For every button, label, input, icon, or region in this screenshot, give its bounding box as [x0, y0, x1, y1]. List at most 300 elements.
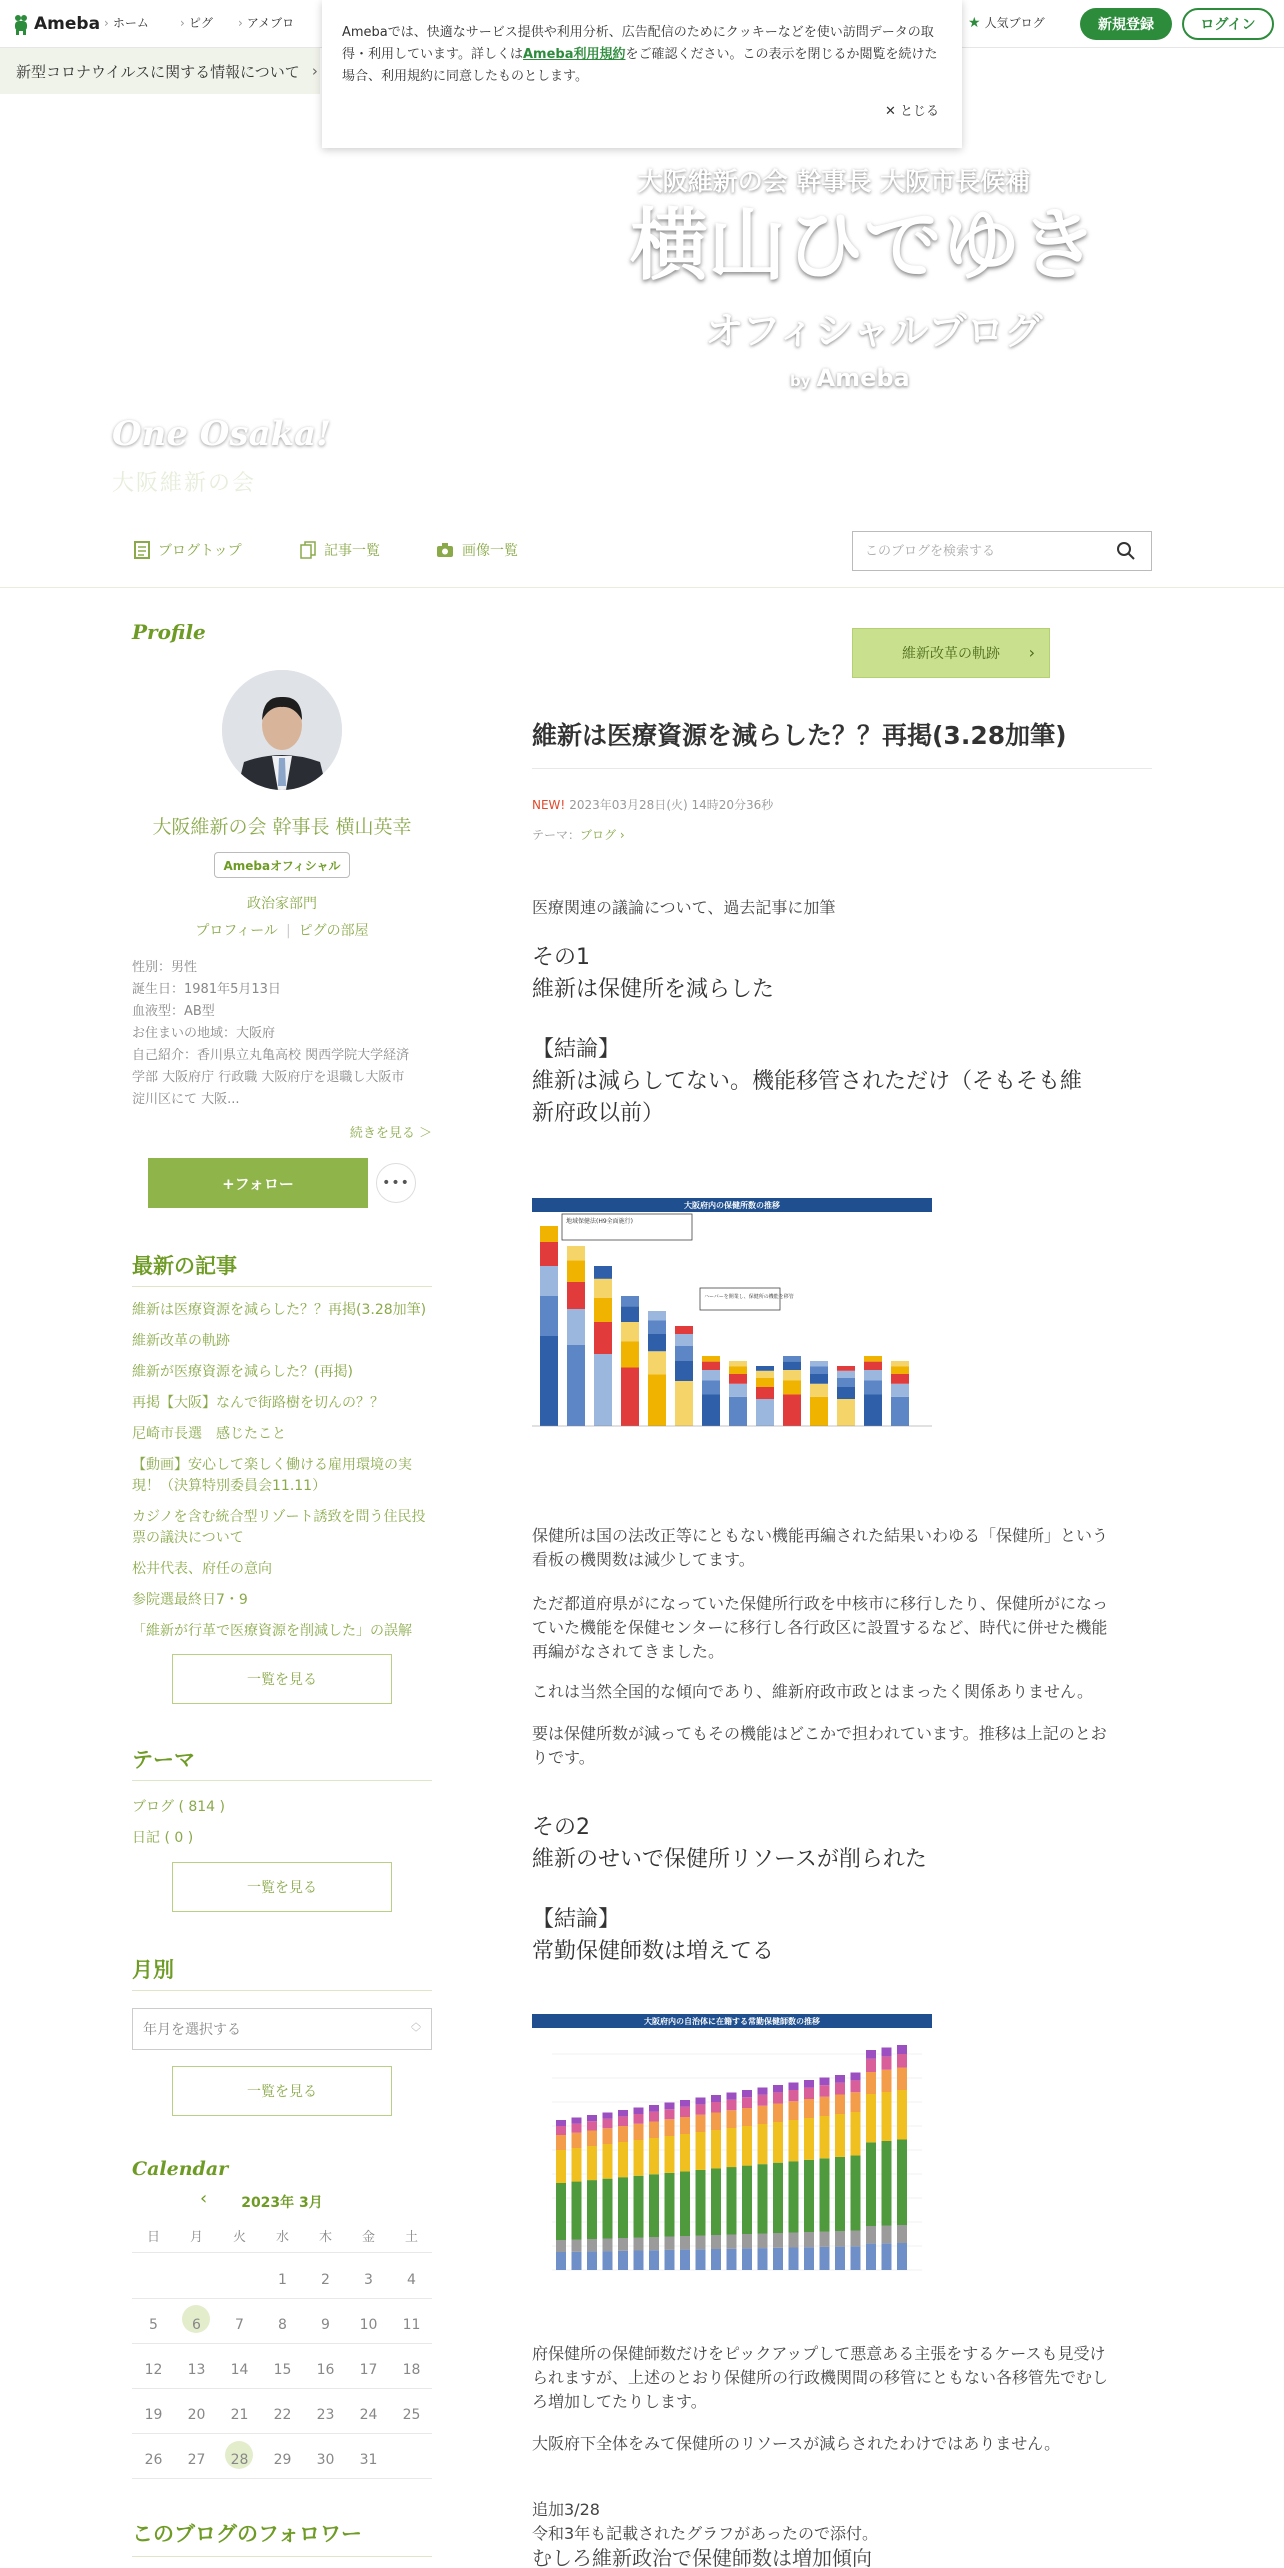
calendar-weekday: 月	[189, 2230, 203, 2245]
paragraph-line: むしろ維新政治で保健師数は増加傾向	[532, 2546, 872, 2568]
recent-post-title: 【動画】安心して楽しく働ける雇用環境の実	[132, 1457, 412, 1473]
chart-bar-segment	[835, 2247, 845, 2270]
chart-bar-segment	[866, 2094, 876, 2142]
paragraph-line: 令和3年も記載されたグラフがあったので添付。	[532, 2524, 879, 2543]
chart-bar-segment	[680, 2100, 690, 2107]
header-by-brand: Ameba	[816, 364, 910, 392]
calendar-day[interactable]: 28	[230, 2452, 249, 2468]
calendar-weekday: 火	[232, 2230, 246, 2245]
search-icon[interactable]	[1116, 541, 1136, 561]
conclusion-label: 【結論】	[532, 1037, 621, 1062]
chart-bar-segment	[649, 2237, 659, 2250]
paragraph-line: ろ増加してたりします。	[532, 2392, 707, 2411]
theme-item-diary[interactable]: 日記 ( 0 )	[132, 1830, 194, 1846]
calendar-day[interactable]: 17	[359, 2362, 378, 2378]
article-theme-label: テーマ：	[532, 828, 581, 842]
chart-bar-segment	[711, 2095, 721, 2102]
calendar-day[interactable]: 12	[144, 2362, 163, 2378]
chart-bar-segment	[702, 1356, 720, 1362]
chart-bar-segment	[810, 1366, 828, 1374]
chart-bar-segment	[773, 2233, 783, 2248]
chevron-left-icon: ‹	[200, 2188, 208, 2209]
calendar-day[interactable]: 14	[230, 2362, 249, 2378]
calendar-weekday: 土	[404, 2230, 418, 2245]
chart-bar-segment	[864, 1381, 882, 1395]
chart-bar-segment	[680, 2171, 690, 2236]
chart-bar-segment	[567, 1345, 585, 1426]
calendar-day[interactable]: 1	[278, 2272, 287, 2288]
corona-info-banner[interactable]	[0, 48, 320, 94]
chart-bar-segment	[882, 2141, 892, 2226]
topnav-ameblo[interactable]	[238, 14, 294, 31]
chart-bar-segment	[680, 2236, 690, 2250]
profile-intro-line: 学部 大阪府庁 行政職 大阪府庁を退職し大阪市	[132, 1070, 405, 1085]
paragraph-line: ただ都道府県がになっていた保健所行政を中核市に移行したり、保健所がになっ	[532, 1594, 1109, 1613]
chart-bar-segment	[773, 2122, 783, 2163]
chart-bar-segment	[727, 2249, 737, 2270]
public-health-nurse-chart	[532, 2014, 932, 2294]
chart-bar-segment	[897, 2140, 907, 2226]
paragraph-line: ていた機能を保健センターに移行し各行政区に設置するなど、時代に併せた機能	[532, 1618, 1108, 1637]
chart-bar-segment	[837, 1378, 855, 1387]
chart-bar-segment	[711, 2249, 721, 2270]
paragraph-line: 要は保健所数が減ってもその機能はどこかで担われています。推移は上記のとお	[532, 1724, 1107, 1743]
chart-bar-segment	[758, 2106, 768, 2124]
select-arrows-icon: ︿ ﹀	[411, 2018, 421, 2039]
chart-bar-segment	[756, 1399, 774, 1426]
chart-bar-segment	[742, 2234, 752, 2248]
chart-bar-segment	[587, 2180, 597, 2239]
paragraph-line: 保健所は国の法改正等にともない機能再編された結果いわゆる「保健所」という	[532, 1526, 1109, 1545]
chart-bar-segment	[648, 1334, 666, 1351]
chart-bar-segment	[618, 2177, 628, 2238]
chevron-right-icon: ›	[180, 15, 185, 30]
chart-bar-segment	[727, 2100, 737, 2111]
chart-bar-segment	[820, 2116, 830, 2158]
calendar-day[interactable]: 5	[149, 2317, 158, 2333]
recent-post-link[interactable]	[132, 1507, 432, 1549]
chart-bar-segment	[783, 1395, 801, 1427]
chart-bar-segment	[680, 2107, 690, 2117]
chart-bar-segment	[587, 2131, 597, 2147]
profile-birthday: 誕生日：1981年5月13日	[132, 982, 281, 997]
chart-bar-segment	[882, 2056, 892, 2069]
corona-info-label: 新型コロナウイルスに関する情報について	[16, 62, 300, 81]
calendar-day[interactable]: 21	[230, 2407, 249, 2423]
chart-bar-segment	[621, 1322, 639, 1342]
recent-post-link[interactable]	[132, 1393, 432, 1414]
chart-bar-segment	[587, 2239, 597, 2251]
chart-bar-segment	[756, 1378, 774, 1387]
chart-bar-segment	[804, 2232, 814, 2247]
chevron-right-icon: ›	[616, 828, 625, 842]
calendar-day[interactable]: 20	[187, 2407, 206, 2423]
chart-bar-segment	[556, 2183, 566, 2240]
calendar-day[interactable]: 29	[273, 2452, 292, 2468]
chart-bar-segment	[711, 2102, 721, 2113]
chart-bar-segment	[675, 1326, 693, 1334]
calendar-day[interactable]: 24	[359, 2407, 378, 2423]
chart-bar-segment	[882, 2092, 892, 2141]
recent-post-link[interactable]	[132, 1455, 432, 1497]
chart-bar-segment	[820, 2078, 830, 2086]
chart-bar-segment	[702, 1381, 720, 1395]
pigg-room-link[interactable]: ピグの部屋	[298, 923, 369, 939]
divider: |	[285, 923, 291, 939]
chart-bar-segment	[789, 2101, 799, 2120]
chart-bar-segment	[789, 2120, 799, 2161]
chart-bar-segment	[742, 2108, 752, 2126]
chart-bar-segment	[864, 1370, 882, 1381]
chart-bar-segment	[773, 2092, 783, 2103]
calendar-day[interactable]: 30	[316, 2452, 335, 2468]
header-blog-label: オフィシャルブログ	[705, 309, 1043, 353]
topnav-pigg[interactable]	[180, 14, 213, 31]
official-badge: Amebaオフィシャル	[214, 852, 350, 878]
chart-bar-segment	[773, 2085, 783, 2092]
chart-bar-segment	[603, 2144, 613, 2179]
chart-bar-segment	[882, 2243, 892, 2270]
profile-area: お住まいの地域：大阪府	[132, 1026, 276, 1041]
calendar-day[interactable]: 26	[144, 2452, 163, 2468]
chart-bar-segment	[572, 2133, 582, 2148]
chart-bar-segment	[773, 2104, 783, 2123]
chart-title: 大阪府内の自治体に在籍する常勤保健師数の推移	[644, 2017, 820, 2026]
popular-blog-link[interactable]	[968, 14, 1045, 31]
chart-bar-segment	[837, 1366, 855, 1371]
chart-bar-segment	[594, 1298, 612, 1322]
month-select-placeholder: 年月を選択する	[143, 2022, 241, 2038]
calendar-day[interactable]: 9	[321, 2317, 330, 2333]
recent-post-title: カジノを含む統合型リゾート誘致を問う住民投	[132, 1509, 426, 1525]
nav-image-list-label: 画像一覧	[462, 543, 518, 559]
health-center-chart-image[interactable]	[532, 1198, 932, 1456]
chart-bar-segment	[665, 2237, 675, 2250]
terms-link[interactable]: Ameba利用規約	[522, 47, 626, 62]
theme-item-blog[interactable]: ブログ ( 814 )	[132, 1799, 225, 1815]
chart-bar-segment	[634, 2238, 644, 2251]
section-heading: その1	[532, 945, 590, 970]
chart-bar-segment	[621, 1296, 639, 1306]
ameba-logo[interactable]	[12, 12, 100, 36]
chart-bar-segment	[729, 1374, 747, 1384]
paragraph-line: 大阪府下全体をみて保健所のリソースが減らされたわけではありません。	[532, 2434, 1061, 2453]
chart-bar-segment	[540, 1226, 558, 1242]
chart-bar-segment	[773, 2163, 783, 2233]
nav-blog-top[interactable]	[134, 540, 242, 560]
chart-bar-segment	[587, 2115, 597, 2121]
chart-bar-segment	[891, 1366, 909, 1374]
chart-bar-segment	[810, 1384, 828, 1397]
chart-note: ハーバーを開業し、保健所の機能を移管	[704, 1294, 794, 1300]
chart-bar-segment	[729, 1361, 747, 1366]
chart-bar-segment	[835, 2157, 845, 2231]
chart-bar-segment	[603, 2128, 613, 2144]
calendar-day[interactable]: 13	[187, 2362, 206, 2378]
profile-name[interactable]: 大阪維新の会 幹事長 横山英幸	[152, 816, 412, 838]
calendar-day[interactable]: 25	[402, 2407, 421, 2423]
paragraph-line: 再編がなされてきました。	[532, 1642, 725, 1661]
calendar-day[interactable]: 8	[278, 2317, 287, 2333]
chart-bar-segment	[783, 1381, 801, 1395]
divider	[132, 2343, 432, 2344]
chart-bar-segment	[851, 2073, 861, 2081]
chart-bar-segment	[804, 2088, 814, 2099]
chevron-right-icon: ›	[104, 15, 109, 30]
chart-bar-segment	[603, 2239, 613, 2252]
chart-bar-segment	[866, 2050, 876, 2059]
chart-bar-segment	[567, 1309, 585, 1345]
chart-bar-segment	[634, 2124, 644, 2140]
chart-bar-segment	[621, 1342, 639, 1368]
login-button[interactable]: ログイン	[1182, 8, 1274, 40]
chart-bar-segment	[567, 1246, 585, 1260]
ameba-mark-icon	[12, 13, 30, 35]
calendar-day[interactable]: 6	[192, 2317, 201, 2333]
calendar-day[interactable]: 3	[364, 2272, 373, 2288]
chart-bar-segment	[702, 1370, 720, 1381]
recent-post-title: 維新は医療資源を減らした？？再掲(3.28加筆)	[132, 1302, 427, 1318]
divider	[132, 1780, 432, 1781]
chart-bar-segment	[727, 2093, 737, 2100]
category-link[interactable]: 政治家部門	[247, 896, 317, 912]
calendar-day[interactable]: 10	[359, 2317, 378, 2333]
one-osaka-logo: One Osaka!	[112, 414, 332, 454]
chart-bar-segment	[866, 2142, 876, 2226]
recent-post-link[interactable]	[132, 1559, 432, 1580]
calendar-day[interactable]: 22	[273, 2407, 292, 2423]
chart-bar-segment	[837, 1371, 855, 1378]
recent-post-title: 維新が医療資源を減らした？(再掲)	[132, 1364, 353, 1380]
article-intro: 医療関連の議論について、過去記事に加筆	[532, 898, 836, 917]
calendar-day[interactable]: 18	[402, 2362, 421, 2378]
chart-bar-segment	[572, 2252, 582, 2270]
month-select[interactable]	[132, 2008, 432, 2050]
chart-bar-segment	[756, 1387, 774, 1399]
calendar-day[interactable]: 15	[273, 2362, 292, 2378]
chart-bar-segment	[649, 2250, 659, 2270]
nav-image-list[interactable]	[436, 540, 518, 560]
chart-bar-segment	[820, 2247, 830, 2270]
chart-bar-segment	[696, 2236, 706, 2250]
recent-post-link[interactable]	[132, 1621, 432, 1642]
recent-post-title: 維新改革の軌跡	[132, 1333, 230, 1349]
chart-bar-segment	[758, 2164, 768, 2233]
public-health-nurse-chart-image[interactable]	[532, 2014, 932, 2294]
chart-bar-segment	[882, 2048, 892, 2057]
calendar-day[interactable]: 7	[235, 2317, 244, 2333]
profile-intro-line: 自己紹介：香川県立丸亀高校 関西学院大学経済	[132, 1048, 410, 1063]
chart-bar-segment	[572, 2148, 582, 2182]
ishin-logo-subtext: 大阪維新の会	[112, 471, 257, 496]
chart-bar-segment	[773, 2248, 783, 2270]
chart-bar-segment	[804, 2099, 814, 2118]
chart-bar-segment	[572, 2124, 582, 2133]
profile-intro-line: 淀川区にて 大阪...	[132, 1092, 240, 1107]
paragraph-line: 追加3/28	[532, 2500, 600, 2519]
chart-bar-segment	[820, 2232, 830, 2247]
chart-bar-segment	[649, 2122, 659, 2139]
chart-bar-segment	[603, 2179, 613, 2239]
chart-bar-segment	[665, 2173, 675, 2237]
topnav-home[interactable]	[104, 14, 149, 31]
read-more-link[interactable]: 続きを見る ＞	[349, 1126, 432, 1141]
chart-bar-segment	[789, 2090, 799, 2101]
chart-bar-segment	[540, 1266, 558, 1296]
header-by-ameba	[790, 364, 910, 392]
recent-post-link[interactable]	[132, 1331, 432, 1352]
chart-bar-segment	[649, 2112, 659, 2122]
chart-bar-segment	[851, 2112, 861, 2155]
chart-bar-segment	[648, 1351, 666, 1374]
chart-bar-segment	[897, 2068, 907, 2091]
chart-bar-segment	[634, 2251, 644, 2271]
paragraph-line: 看板の機関数は減少してます。	[532, 1550, 755, 1569]
chart-bar-segment	[820, 2097, 830, 2116]
chart-bar-segment	[742, 2248, 752, 2270]
chart-bar-segment	[696, 2249, 706, 2270]
chart-bar-segment	[835, 2075, 845, 2083]
chart-bar-segment	[711, 2130, 721, 2169]
calendar-weekday: 木	[318, 2230, 332, 2245]
chart-bar-segment	[864, 1362, 882, 1370]
chart-bar-segment	[702, 1395, 720, 1427]
chart-bar-segment	[729, 1397, 747, 1426]
chart-bar-segment	[851, 2231, 861, 2247]
chart-bar-segment	[851, 2155, 861, 2230]
calendar-day[interactable]: 16	[316, 2362, 335, 2378]
chart-bar-segment	[696, 2170, 706, 2236]
theme-button[interactable]	[852, 628, 1050, 678]
header-title: 横山ひでゆき	[629, 201, 1098, 291]
chart-bar-segment	[758, 2124, 768, 2164]
chart-bar-segment	[702, 1362, 720, 1370]
nav-article-list-label: 記事一覧	[324, 543, 380, 559]
divider	[132, 2298, 432, 2299]
section-heading: その2	[532, 1815, 590, 1840]
new-badge: NEW!	[532, 798, 566, 812]
chart-bar-segment	[649, 2138, 659, 2174]
chart-bar-segment	[851, 2246, 861, 2270]
blog-search-box	[852, 531, 1152, 571]
recent-post-title: 再掲【大阪】なんで街路樹を切んの？？	[132, 1395, 384, 1411]
chart-bar-segment	[587, 2251, 597, 2270]
chart-bar-segment	[851, 2080, 861, 2092]
divider	[132, 1286, 432, 1287]
calendar-day[interactable]: 4	[407, 2272, 416, 2288]
chart-bar-segment	[835, 2095, 845, 2115]
chart-bar-segment	[758, 2088, 768, 2095]
recent-post-link[interactable]	[132, 1300, 432, 1321]
chart-bar-segment	[665, 2103, 675, 2110]
chart-bar-segment	[804, 2247, 814, 2270]
chart-bar-segment	[897, 2090, 907, 2140]
chart-bar-segment	[594, 1322, 612, 1354]
section-heading: 維新のせいで保健所リソースが削られた	[532, 1847, 927, 1872]
chart-bar-segment	[634, 2176, 644, 2238]
chart-bar-segment	[675, 1381, 693, 1426]
chevron-right-icon: ›	[1028, 643, 1035, 662]
chart-bar-segment	[556, 2135, 566, 2150]
cookie-text-after: をご確認ください。この表示を閉じるか閲覧を続けた場合、利用規約に同意したものとします。	[342, 47, 938, 84]
chart-bar-segment	[804, 2080, 814, 2088]
blog-search-input[interactable]	[865, 544, 1105, 559]
chart-title: 大阪府内の保健所数の推移	[684, 1201, 780, 1210]
article-date	[532, 796, 773, 813]
chart-bar-segment	[742, 2126, 752, 2166]
register-button[interactable]: 新規登録	[1080, 8, 1172, 40]
calendar-day[interactable]: 19	[144, 2407, 163, 2423]
chart-bar-segment	[696, 2104, 706, 2114]
chart-bar-segment	[810, 1361, 828, 1366]
divider	[132, 1990, 432, 1991]
chart-bar-segment	[882, 2226, 892, 2244]
chart-bar-segment	[891, 1384, 909, 1397]
calendar-day[interactable]: 31	[359, 2452, 378, 2468]
chevron-right-icon: ›	[311, 62, 318, 80]
calendar-day[interactable]: 23	[316, 2407, 335, 2423]
close-icon: ✕	[885, 104, 896, 119]
avatar-photo	[222, 670, 342, 790]
chart-bar-segment	[727, 2110, 737, 2128]
chart-bar-segment	[810, 1374, 828, 1384]
calendar-day[interactable]: 11	[402, 2317, 421, 2333]
article-theme-link[interactable]: ブログ	[580, 828, 617, 842]
chart-bar-segment	[665, 2119, 675, 2136]
chart-bar-segment	[804, 2160, 814, 2232]
calendar-day[interactable]: 27	[187, 2452, 206, 2468]
chart-bar-segment	[837, 1399, 855, 1426]
section-heading: 維新は保健所を減らした	[532, 977, 775, 1002]
chevron-right-icon: ›	[238, 15, 243, 30]
cookie-close-button[interactable]	[885, 100, 939, 119]
recent-post-link[interactable]	[132, 1424, 432, 1445]
see-all-posts-button[interactable]: 一覧を見る	[172, 1654, 392, 1704]
article-title[interactable]: 維新は医療資源を減らした？？再掲(3.28加筆)	[532, 721, 1067, 750]
cookie-notice	[322, 0, 962, 148]
chart-bar-segment	[603, 2251, 613, 2270]
profile-link[interactable]: プロフィール	[195, 923, 278, 939]
chart-bar-segment	[648, 1374, 666, 1426]
topnav-ameblo-label: アメブロ	[246, 16, 295, 30]
chart-bar-segment	[696, 2132, 706, 2170]
recent-post-link[interactable]	[132, 1362, 432, 1383]
chart-bar-segment	[851, 2092, 861, 2112]
more-options-button[interactable]: •••	[376, 1163, 416, 1203]
chart-bar-segment	[594, 1266, 612, 1279]
recent-post-link[interactable]	[132, 1590, 432, 1611]
avatar[interactable]	[222, 670, 342, 790]
chart-bar-segment	[696, 2115, 706, 2132]
chart-bar-segment	[680, 2134, 690, 2171]
chart-bar-segment	[675, 1334, 693, 1346]
chart-bar-segment	[618, 2142, 628, 2177]
chart-bar-segment	[603, 2119, 613, 2128]
chart-bar-segment	[742, 2097, 752, 2108]
see-all-themes-button[interactable]: 一覧を見る	[172, 1862, 392, 1912]
chart-bar-segment	[837, 1387, 855, 1399]
document-icon	[134, 541, 150, 559]
see-all-monthly-button[interactable]: 一覧を見る	[172, 2066, 392, 2116]
recent-post-title-cont: 票の議決について	[132, 1530, 244, 1546]
chart-bar-segment	[742, 2090, 752, 2097]
nav-article-list[interactable]	[300, 540, 380, 560]
chart-bar-segment	[891, 1361, 909, 1366]
calendar-day[interactable]: 2	[321, 2272, 330, 2288]
crown-icon: ★	[968, 14, 981, 31]
nav-blog-top-label: ブログトップ	[158, 543, 242, 559]
follow-button[interactable]: +フォロー	[148, 1158, 368, 1208]
